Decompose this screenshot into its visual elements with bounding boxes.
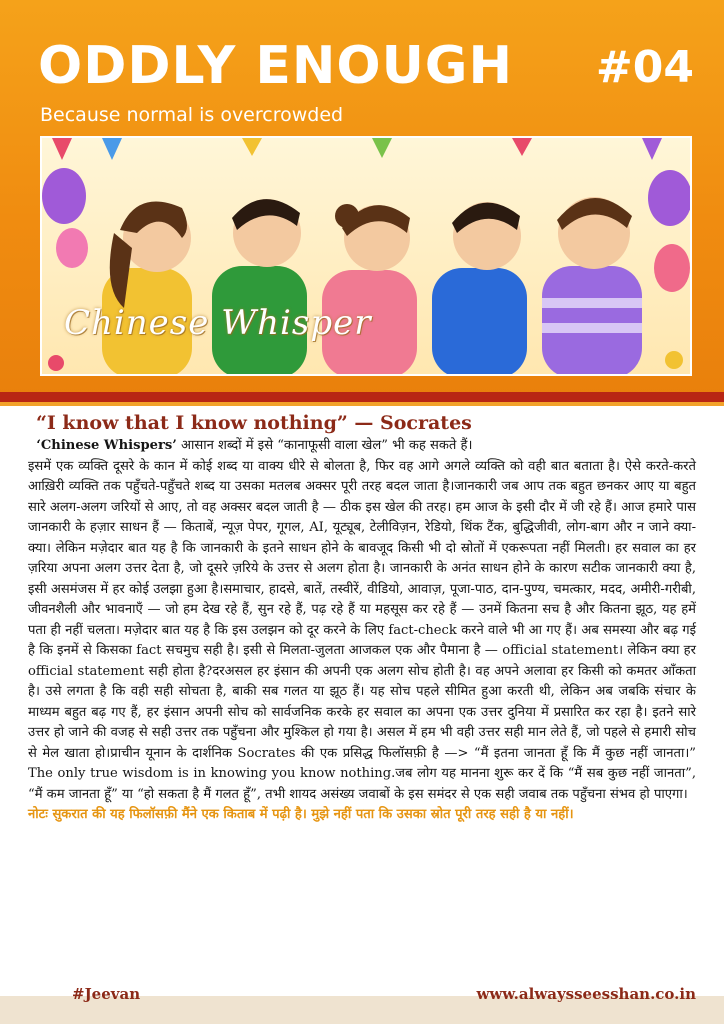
article-note: नोटः सुकरात की यह फिलॉसफ़ी मैंने एक किताब में पढ़ी है। मुझे नहीं पता कि उसका स्रोत पूरी तरह सही है या नहीं। [28,807,574,822]
article-quote: “I know that I know nothing” — Socrates [36,412,472,434]
magazine-title: ODDLY ENOUGH [38,36,513,96]
hashtag-link[interactable]: #Jeevan [72,985,141,1003]
website-link[interactable]: www.alwaysseesshan.co.in [476,985,696,1003]
article-body: इसमें एक व्यक्ति दूसरे के कान में कोई शब्द या वाक्य धीरे से बोलता है, फिर वह आगे अगले व्यक्ति को वही बात बताता है। ऐसे करते-करते आख़िरी व्यक्ति तक पहुँचते-पहुँचते शब्द या उसका मतलब अक्सर पूरी तरह बदल जाता है।जानकारी जब आप तक बहुत छनकर आए या बहुत सारे अलग-अलग जरियों से आए, तो वह अक्सर बदल जाती है — ठीक इस खेल की तरह। हम आज के इसी दौर में जी रहे हैं। आज हमारे पास जानकारी के हज़ार साधन हैं — किताबें, न्यूज़ पेपर, गूगल, AI, यूट्यूब, टेलीविज़न, रेडियो, थिंक टैंक, बुद्धिजीवी, लोग-बाग और न जाने क्या-क्या। लेकिन मज़ेदार बात यह है कि जानकारी के इतने साधन होने के बावजूद किसी भी दो स्रोतों में एकरूपता नहीं मिलती। हर सवाल का हर ज़रिया अपना अलग उत्तर देता है, जो दूसरे ज़रिये के उत्तर से अलग होता है। जानकारी के अनंत साधन होने के कारण सटीक जानकारी क्या है, इसी असमंजस में हर कोई उलझा हुआ है।समाचार, हादसे, बातें, तस्वीरें, वीडियो, आवाज़, पूजा-पाठ, दान-पुण्य, चमत्कार, मदद, अमीरी-गरीबी, जीवनशैली और भावनाएँ — जो हम देख रहे हैं, सुन रहे हैं, पढ़ रहे हैं या महसूस कर रहे हैं — उनमें कितना सच है और कितना झूठ, यह हमें पता ही नहीं चलता। मज़ेदार बात यह है कि इस उलझन को दूर करने के लिए fact-check करने वाले भी आ गए हैं। अब समस्या और बढ़ गई है कि इनमें से किसका fact सचमुच सही है। इसी से मिलता-जुलता आजकल एक और पैमाना है — official statement। लेकिन क्या हर official statement सही होता है?दरअसल हर इंसान की अपनी एक अलग सोच होती है। वह अपने अलावा हर किसी को कमतर आँकता है। उसे लगता है कि वही सही सोचता है, बाकी सब गलत या झूठ हैं। यह सोच पहले सीमित हुआ करती थी, लेकिन अब जबकि संचार के माध्यम बहुत बढ़ गए हैं, हर इंसान अपनी सोच को सार्वजनिक करके हर सवाल का अपना एक उत्तर दुनिया में प्रसारित कर रहा है। इतने सारे उत्तर हो जाने की वजह से सही उत्तर तक पहुँचना और मुश्किल हो गया है। असल में हम भी वही उत्तर सही मान लेते हैं, जो पहले से हमारी सोच से मेल खाता हो।प्राचीन यूनान के दार्शनिक Socrates की एक प्रसिद्ध फिलॉसफ़ी है —> “मैं इतना जानता हूँ कि मैं कुछ नहीं जानता।” The only true wisdom is in knowing you know nothing.जब लोग यह मानना शुरू कर दें कि “मैं सब कुछ नहीं जानता”, “मैं कम जानता हूँ” या “हो सकता है मैं गलत हूँ”, तभी शायद असंख्य जवाबों के इस समंदर से एक सही जवाब तक पहुँचना संभव हो पाएगा। [28,458,697,802]
issue-number: #04 [595,42,694,93]
intro-rest: आसान शब्दों में इसे “कानाफूसी वाला खेल” भी कह सकते हैं। [176,438,473,453]
divider-red [0,392,724,402]
article-content [28,412,696,826]
hero-illustration [40,136,692,376]
header-banner [0,0,724,400]
divider-orange [0,402,724,406]
tagline: Because normal is overcrowded [40,104,344,126]
banner-caption: Chinese Whisper [64,303,372,343]
article-intro [28,436,696,457]
intro-bold: ‘Chinese Whispers’ [36,438,177,453]
